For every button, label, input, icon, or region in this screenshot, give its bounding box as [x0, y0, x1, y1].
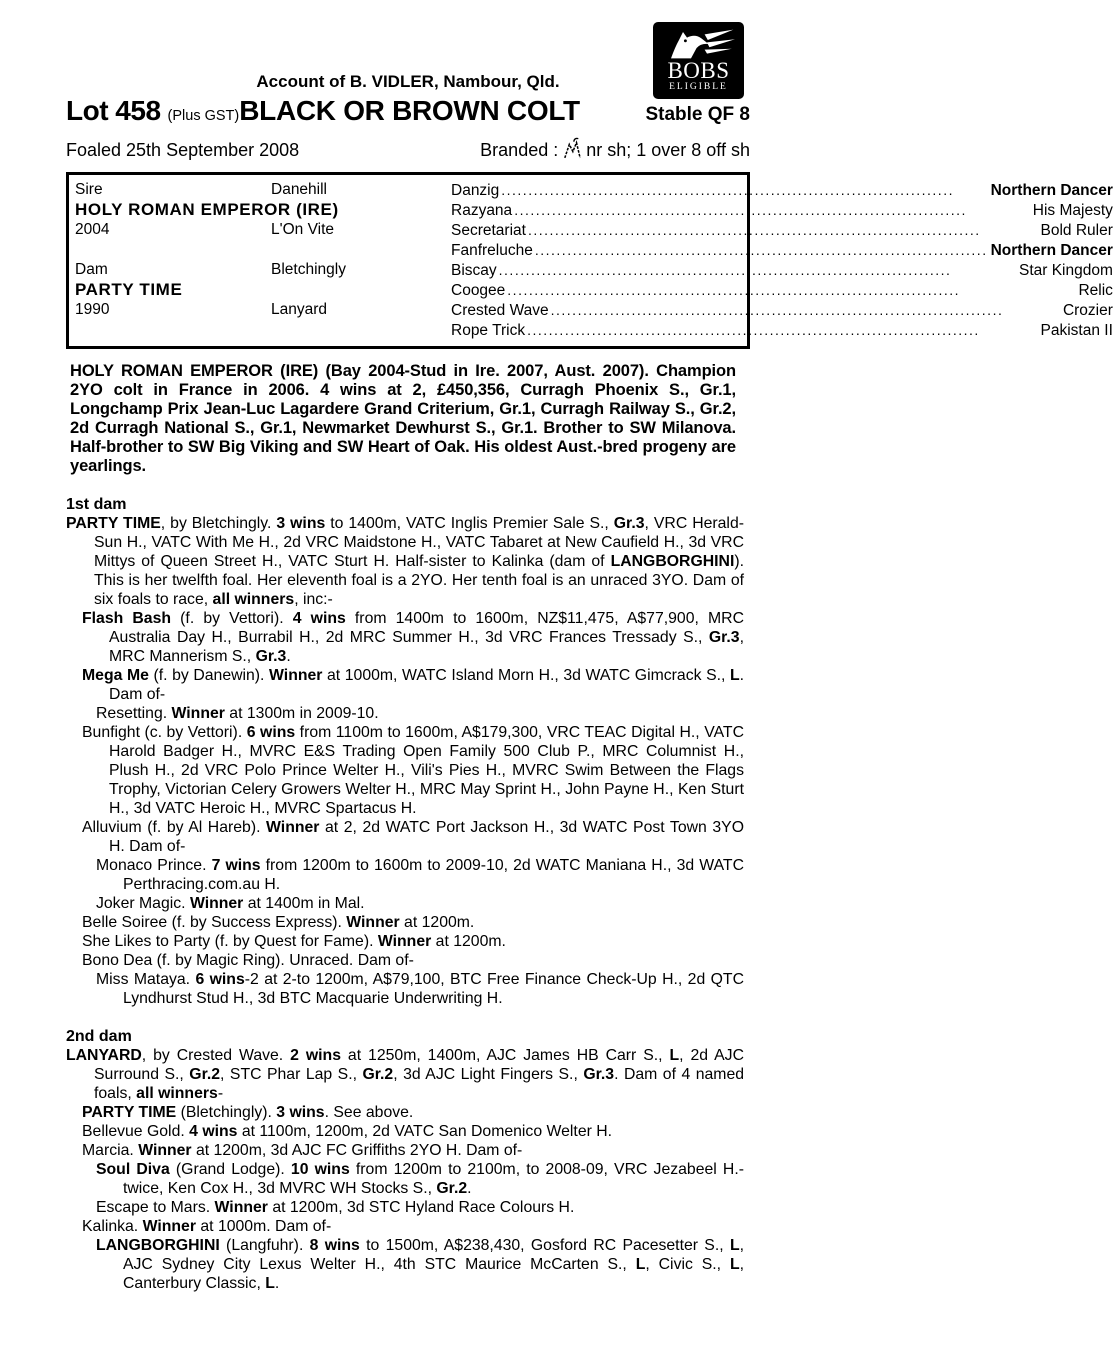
pedigree-row: [451, 300, 1113, 320]
grandfoal-paragraph: LANGBORGHINI (Langfuhr). 8 wins to 1500m, A$238,430, Gosford RC Pacesetter S., L, AJC Sydney City Lexus Welter H., 4th STC Maurice McCarten S., L, Civic S., L, Canterbury Classic, L.: [96, 1237, 745, 1292]
ancestor-name: Danzig: [451, 182, 500, 199]
logo-text: BOBS: [667, 58, 730, 83]
sire-summary: HOLY ROMAN EMPEROR (IRE) (Bay 2004-Stud in Ire. 2007, Aust. 2007). Champion 2YO colt in France in 2006. 4 wins at 2, £450,356, Curragh Phoenix S., Gr.1, Longchamp Prix Jean-Luc Lagardere Grand Criterium, Gr.1, Curragh Railway S., Gr.2, 2d Curragh National S., Gr.1, Newmarket Dewhurst S., Gr.1. Brother to SW Milanova. Half-brother to SW Big Viking and SW Heart of Oak. His oldest Aust.-bred progeny are yearlings.: [70, 362, 736, 475]
leader-dots: [528, 220, 1038, 241]
logo-subtext: ELIGIBLE: [669, 82, 728, 92]
leader-dots: [507, 280, 1075, 301]
first-dam-heading: 1st dam: [66, 496, 127, 513]
grandfoal-paragraph: Soul Diva (Grand Lodge). 10 wins from 1200m to 2100m, to 2008-09, VRC Jezabeel H.-twice, Ken Cox H., 3d MVRC WH Stocks S., Gr.2.: [96, 1161, 744, 1197]
page-title: BLACK OR BROWN COLT: [239, 95, 580, 126]
dam-role-label: Dam: [75, 261, 108, 278]
foal-paragraph: Flash Bash (f. by Vettori). 4 wins from 1400m to 1600m, NZ$11,475, A$77,900, MRC Australia Day H., Burrabil H., 2d MRC Summer H., 3d VRC Frances Tressady S., Gr.3, MRC Mannerism S., Gr.3.: [82, 610, 744, 665]
foal-paragraph: Mega Me (f. by Danewin). Winner at 1000m, WATC Island Morn H., 3d WATC Gimcrack S., L. Dam of-: [82, 667, 745, 703]
foal-paragraph: PARTY TIME (Bletchingly). 3 wins. See above.: [82, 1104, 414, 1121]
second-dam-heading: 2nd dam: [66, 1028, 132, 1045]
pedigree-table: [66, 172, 1113, 349]
foaled-date: Foaled 25th September 2008: [66, 140, 300, 160]
foal-paragraph: Bono Dea (f. by Magic Ring). Unraced. Dam of-: [82, 952, 414, 969]
sire-name: HOLY ROMAN EMPEROR (IRE): [75, 200, 339, 219]
pedigree-row: [451, 260, 1113, 280]
leader-dots: [527, 320, 1037, 341]
foal-paragraph: Bellevue Gold. 4 wins at 1100m, 1200m, 2d VATC San Domenico Welter H.: [82, 1123, 613, 1140]
account-line: Account of B. VIDLER, Nambour, Qld.: [256, 72, 560, 91]
ancestor-parent: Bold Ruler: [1040, 222, 1113, 239]
pedigree-row: [451, 200, 1113, 220]
progeny-sections: [66, 495, 744, 1293]
dam-father: Bletchingly: [271, 261, 346, 278]
grandfoal-paragraph: Miss Mataya. 6 wins-2 at 2-to 1200m, A$79,100, BTC Free Finance Check-Up H., 2d QTC Lyndhurst Stud H., 3d BTC Macquarie Underwriting H.: [96, 971, 744, 1007]
sire-role-label: Sire: [75, 181, 103, 198]
horse-head-icon: [663, 28, 735, 60]
ancestor-name: Secretariat: [451, 222, 526, 239]
ancestor-parent: Pakistan II: [1040, 322, 1113, 339]
grandfoal-paragraph: Escape to Mars. Winner at 1200m, 3d STC Hyland Race Colours H.: [96, 1199, 575, 1216]
foal-paragraph: Belle Soiree (f. by Success Express). Winner at 1200m.: [82, 914, 475, 931]
pedigree-row: [451, 320, 1113, 340]
ancestor-name: Rope Trick: [451, 322, 526, 339]
foal-paragraph: Kalinka. Winner at 1000m. Dam of-: [82, 1218, 332, 1235]
dam-year: 1990: [75, 301, 110, 318]
foal-paragraph: She Likes to Party (f. by Quest for Fame). Winner at 1200m.: [82, 933, 506, 950]
ancestor-parent: Relic: [1078, 282, 1113, 299]
sire-father: Danehill: [271, 181, 328, 198]
bobs-logo: [653, 22, 744, 99]
pedigree-row: [451, 220, 1113, 240]
foaled-branded-line: [66, 134, 750, 161]
ancestor-name: Razyana: [451, 202, 513, 219]
pedigree-row: [451, 280, 1113, 300]
foal-paragraph: Bunfight (c. by Vettori). 6 wins from 1100m to 1600m, A$179,300, VRC TEAC Digital H., VATC Harold Badger H., MVRC E&S Trading Open Family 500 Club P., MRC Columnist H., Plush H., 2d VRC Polo Prince Welter H., Vili's Pies H., MVRC Swim Between the Flags Trophy, Victorian Celery Growers Welter H., MRC May Sprint H., John Payne H., Ken Sturt H., 3d VATC Heroic H., MVRC Spartacus H.: [82, 724, 744, 817]
foal-paragraph: Alluvium (f. by Al Hareb). Winner at 2, 2d WATC Port Jackson H., 3d WATC Post Town 3YO H. Dam of-: [82, 819, 744, 855]
ancestor-parent: Northern Dancer: [990, 182, 1113, 199]
grandfoal-paragraph: Monaco Prince. 7 wins from 1200m to 1600m to 2009-10, 2d WATC Maniana H., 3d WATC Perthracing.com.au H.: [96, 857, 744, 893]
branded-description: nr sh; 1 over 8 off sh: [586, 140, 750, 160]
leader-dots: [551, 300, 1060, 321]
foal-paragraph: Marcia. Winner at 1200m, 3d AJC FC Griffiths 2YO H. Dam of-: [82, 1142, 523, 1159]
ancestor-name: Biscay: [451, 262, 497, 279]
grandfoal-paragraph: Resetting. Winner at 1300m in 2009-10.: [96, 705, 379, 722]
ancestor-parent: Northern Dancer: [990, 242, 1113, 259]
branded-label: Branded :: [480, 140, 559, 160]
dam-name: PARTY TIME: [75, 280, 183, 299]
gst-note: (Plus GST): [167, 108, 240, 124]
brand-mark-icon: [563, 137, 581, 159]
ancestor-parent: Star Kingdom: [1018, 262, 1113, 279]
ancestor-name: Crested Wave: [451, 302, 549, 319]
leader-dots: [499, 260, 1016, 281]
pedigree-row: [451, 180, 1113, 200]
branded-info: [480, 134, 750, 161]
grandfoal-paragraph: Joker Magic. Winner at 1400m in Mal.: [96, 895, 365, 912]
lot-title-line: [66, 95, 750, 127]
leader-dots: [535, 240, 988, 261]
ancestor-name: Coogee: [451, 282, 506, 299]
ancestor-parent: Crozier: [1062, 302, 1113, 319]
dam-mother: Lanyard: [271, 301, 328, 318]
dam-paragraph: LANYARD, by Crested Wave. 2 wins at 1250m, 1400m, AJC James HB Carr S., L, 2d AJC Surround S., Gr.2, STC Phar Lap S., Gr.2, 3d AJC Light Fingers S., Gr.3. Dam of 4 named foals, all winners-: [66, 1047, 745, 1102]
pedigree-row: [451, 240, 1113, 260]
ancestor-name: Fanfreluche: [451, 242, 533, 259]
sire-mother: L'On Vite: [271, 221, 334, 238]
leader-dots: [514, 200, 1030, 221]
lot-number: Lot 458: [66, 95, 161, 126]
dam-paragraph: PARTY TIME, by Bletchingly. 3 wins to 1400m, VATC Inglis Premier Sale S., Gr.3, VRC Herald-Sun H., VATC With Me H., 2d VRC Maidstone H., VATC Tabaret at New Caufield H., 3d VRC Mittys of Queen Street H., VATC Sturt H. Half-sister to Kalinka (dam of LANGBORGHINI). This is her twelfth foal. Her eleventh foal is a 2YO. Her tenth foal is an unraced 3YO. Dam of six foals to race, all winners, inc:-: [66, 515, 744, 608]
ancestor-parent: His Majesty: [1032, 202, 1113, 219]
sire-year: 2004: [75, 221, 110, 238]
stable-reference: Stable QF 8: [645, 104, 750, 125]
leader-dots: [501, 180, 987, 201]
